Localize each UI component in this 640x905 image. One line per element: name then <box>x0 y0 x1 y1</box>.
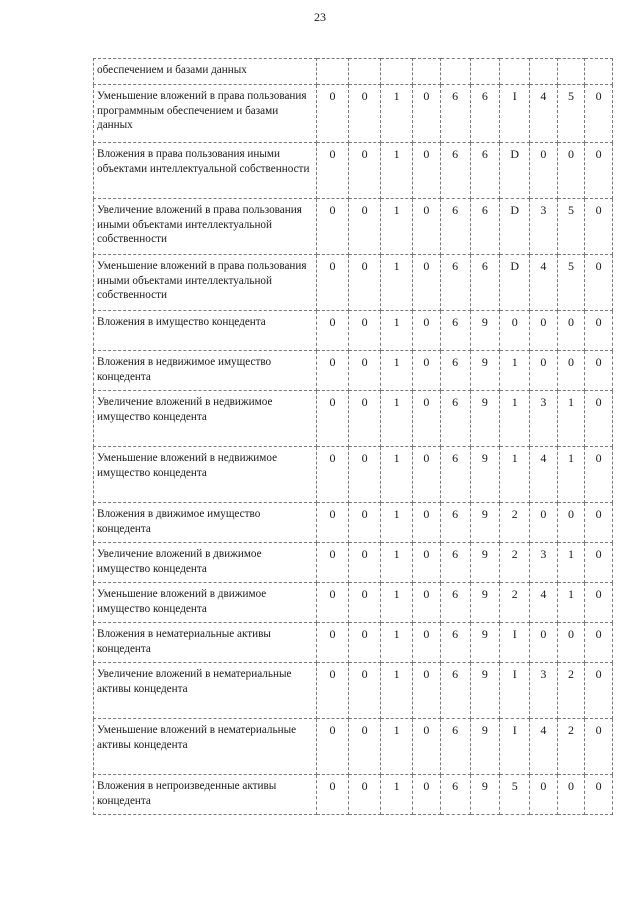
code-digit-cell: 1 <box>381 199 413 255</box>
code-digit-cell: 1 <box>557 447 585 503</box>
table-body <box>94 59 613 815</box>
table-row <box>94 255 613 311</box>
code-digit-cell: 0 <box>413 623 441 663</box>
code-digit-cell: 6 <box>440 199 470 255</box>
code-digit-cell: 0 <box>585 143 613 199</box>
code-digit-cell: 0 <box>413 503 441 543</box>
row-label: Уменьшение вложений в нематериальные активы концедента <box>94 719 317 775</box>
page-number: 23 <box>314 10 326 24</box>
row-label: Вложения в права пользования иными объектами интеллектуальной собственности <box>94 143 317 199</box>
code-digit-cell: 3 <box>530 391 558 447</box>
code-digit-cell: 6 <box>440 143 470 199</box>
code-digit-cell <box>349 59 381 85</box>
table-row <box>94 775 613 815</box>
code-digit-cell: 0 <box>413 311 441 351</box>
code-digit-cell: 9 <box>470 543 500 583</box>
row-label: Вложения в движимое имущество концедента <box>94 503 317 543</box>
code-digit-cell: 9 <box>470 719 500 775</box>
code-digit-cell: 0 <box>413 775 441 815</box>
code-digit-cell: 6 <box>440 543 470 583</box>
table-row <box>94 447 613 503</box>
code-digit-cell: 5 <box>557 85 585 143</box>
code-digit-cell: 1 <box>557 583 585 623</box>
row-label: Увеличение вложений в права пользования иными объектами интеллектуальной собственности <box>94 199 317 255</box>
code-digit-cell: 1 <box>381 391 413 447</box>
code-digit-cell: 0 <box>317 663 349 719</box>
code-digit-cell: 1 <box>381 447 413 503</box>
code-digit-cell: 0 <box>585 663 613 719</box>
code-digit-cell: 0 <box>530 311 558 351</box>
row-label: Уменьшение вложений в права пользования программным обеспечением и базами данных <box>94 85 317 143</box>
code-digit-cell: 9 <box>470 311 500 351</box>
code-digit-cell: 1 <box>500 351 530 391</box>
code-digit-cell: 6 <box>440 255 470 311</box>
row-label: Увеличение вложений в недвижимое имущество концедента <box>94 391 317 447</box>
code-digit-cell: 0 <box>413 391 441 447</box>
table-row <box>94 503 613 543</box>
code-digit-cell: 1 <box>381 623 413 663</box>
code-digit-cell: 0 <box>413 719 441 775</box>
table-row <box>94 199 613 255</box>
code-digit-cell: 5 <box>500 775 530 815</box>
code-digit-cell: 0 <box>413 143 441 199</box>
code-digit-cell: 1 <box>381 583 413 623</box>
code-digit-cell: 6 <box>440 719 470 775</box>
code-digit-cell: 0 <box>413 199 441 255</box>
code-digit-cell: 4 <box>530 583 558 623</box>
code-digit-cell: 0 <box>557 311 585 351</box>
code-digit-cell: 1 <box>381 719 413 775</box>
table-row <box>94 85 613 143</box>
code-digit-cell <box>413 59 441 85</box>
row-label: Вложения в имущество концедента <box>94 311 317 351</box>
table-row <box>94 719 613 775</box>
code-digit-cell: I <box>500 85 530 143</box>
code-digit-cell: 0 <box>557 623 585 663</box>
code-digit-cell: 6 <box>440 503 470 543</box>
code-digit-cell: 0 <box>413 255 441 311</box>
code-digit-cell: 1 <box>381 663 413 719</box>
table-row <box>94 143 613 199</box>
code-digit-cell: 5 <box>557 255 585 311</box>
code-digit-cell: 4 <box>530 85 558 143</box>
table-row <box>94 311 613 351</box>
code-digit-cell <box>585 59 613 85</box>
code-digit-cell: 6 <box>470 143 500 199</box>
code-digit-cell: 0 <box>317 623 349 663</box>
code-digit-cell: 0 <box>585 719 613 775</box>
code-digit-cell: 0 <box>530 503 558 543</box>
code-digit-cell: 0 <box>530 351 558 391</box>
code-digit-cell: 0 <box>349 351 381 391</box>
code-digit-cell: 6 <box>440 351 470 391</box>
row-label: Вложения в непроизведенные активы концедента <box>94 775 317 815</box>
table-row <box>94 623 613 663</box>
code-digit-cell: 0 <box>317 255 349 311</box>
code-digit-cell: 0 <box>585 255 613 311</box>
code-digit-cell: 6 <box>470 255 500 311</box>
code-digit-cell <box>530 59 558 85</box>
code-digit-cell: 0 <box>557 775 585 815</box>
code-digit-cell: D <box>500 255 530 311</box>
code-digit-cell: 2 <box>557 663 585 719</box>
row-label: Увеличение вложений в движимое имущество концедента <box>94 543 317 583</box>
table-row <box>94 663 613 719</box>
code-digit-cell: 0 <box>585 775 613 815</box>
table-row <box>94 583 613 623</box>
code-digit-cell: 3 <box>530 199 558 255</box>
code-digit-cell: 6 <box>440 583 470 623</box>
code-digit-cell: 6 <box>440 85 470 143</box>
code-digit-cell: 0 <box>317 543 349 583</box>
code-digit-cell: D <box>500 143 530 199</box>
code-digit-cell <box>500 59 530 85</box>
code-digit-cell: 0 <box>557 503 585 543</box>
code-digit-cell: 0 <box>349 503 381 543</box>
code-digit-cell: 6 <box>440 311 470 351</box>
table-row <box>94 543 613 583</box>
code-digit-cell: 0 <box>585 351 613 391</box>
account-codes-table <box>93 58 613 815</box>
code-digit-cell: 0 <box>530 623 558 663</box>
row-label: Уменьшение вложений в недвижимое имущество концедента <box>94 447 317 503</box>
code-digit-cell: 9 <box>470 391 500 447</box>
code-digit-cell: 0 <box>557 143 585 199</box>
code-digit-cell: 3 <box>530 543 558 583</box>
code-digit-cell: 6 <box>470 85 500 143</box>
code-digit-cell: 0 <box>317 391 349 447</box>
code-digit-cell: 9 <box>470 775 500 815</box>
row-label: Вложения в недвижимое имущество концедента <box>94 351 317 391</box>
code-digit-cell: 0 <box>317 143 349 199</box>
code-digit-cell: 0 <box>413 663 441 719</box>
code-digit-cell: 1 <box>381 543 413 583</box>
code-digit-cell: 0 <box>585 583 613 623</box>
code-digit-cell: 9 <box>470 623 500 663</box>
code-digit-cell: 4 <box>530 447 558 503</box>
code-digit-cell: 0 <box>349 719 381 775</box>
code-digit-cell: 0 <box>585 199 613 255</box>
row-label: Вложения в нематериальные активы концедента <box>94 623 317 663</box>
code-digit-cell: 9 <box>470 447 500 503</box>
code-digit-cell: 2 <box>500 583 530 623</box>
code-digit-cell <box>557 59 585 85</box>
code-digit-cell: 6 <box>440 663 470 719</box>
code-digit-cell: 0 <box>349 199 381 255</box>
code-digit-cell: 1 <box>381 255 413 311</box>
code-digit-cell: 0 <box>317 351 349 391</box>
code-digit-cell: 0 <box>317 199 349 255</box>
code-digit-cell: 0 <box>585 311 613 351</box>
code-digit-cell: 0 <box>317 503 349 543</box>
code-digit-cell: 0 <box>585 391 613 447</box>
code-digit-cell: 0 <box>349 85 381 143</box>
code-digit-cell: 0 <box>557 351 585 391</box>
code-digit-cell: 1 <box>557 391 585 447</box>
code-digit-cell <box>470 59 500 85</box>
row-label: обеспечением и базами данных <box>94 59 317 85</box>
code-digit-cell: 4 <box>530 719 558 775</box>
code-digit-cell: 0 <box>413 543 441 583</box>
code-digit-cell: 6 <box>440 623 470 663</box>
table-row <box>94 391 613 447</box>
code-digit-cell: 9 <box>470 503 500 543</box>
code-digit-cell: 9 <box>470 663 500 719</box>
code-digit-cell: 2 <box>500 543 530 583</box>
code-digit-cell: 0 <box>349 311 381 351</box>
code-digit-cell: 0 <box>413 85 441 143</box>
code-digit-cell: 0 <box>349 663 381 719</box>
code-digit-cell: 1 <box>381 503 413 543</box>
code-digit-cell: 1 <box>500 391 530 447</box>
code-digit-cell: 0 <box>530 143 558 199</box>
row-label: Уменьшение вложений в движимое имущество концедента <box>94 583 317 623</box>
code-digit-cell: 4 <box>530 255 558 311</box>
code-digit-cell: 1 <box>381 351 413 391</box>
code-digit-cell: 0 <box>349 543 381 583</box>
code-digit-cell: 0 <box>317 447 349 503</box>
code-digit-cell: 0 <box>349 623 381 663</box>
code-digit-cell: 1 <box>381 85 413 143</box>
code-digit-cell: 0 <box>530 775 558 815</box>
table-row <box>94 59 613 85</box>
table-row <box>94 351 613 391</box>
code-digit-cell: 1 <box>557 543 585 583</box>
code-digit-cell: 0 <box>349 583 381 623</box>
code-digit-cell: 0 <box>317 85 349 143</box>
code-digit-cell: 0 <box>349 391 381 447</box>
code-digit-cell <box>381 59 413 85</box>
code-digit-cell: 0 <box>349 447 381 503</box>
code-digit-cell: 0 <box>413 583 441 623</box>
code-digit-cell: 0 <box>585 503 613 543</box>
code-digit-cell: I <box>500 623 530 663</box>
code-digit-cell: 1 <box>381 311 413 351</box>
code-digit-cell <box>440 59 470 85</box>
code-digit-cell: 0 <box>317 583 349 623</box>
code-digit-cell: 2 <box>557 719 585 775</box>
code-digit-cell: 6 <box>440 447 470 503</box>
code-digit-cell: 0 <box>585 623 613 663</box>
code-digit-cell: 0 <box>349 255 381 311</box>
code-digit-cell: 1 <box>381 775 413 815</box>
code-digit-cell: 5 <box>557 199 585 255</box>
code-digit-cell: 0 <box>413 351 441 391</box>
code-digit-cell: 0 <box>500 311 530 351</box>
row-label: Увеличение вложений в нематериальные активы концедента <box>94 663 317 719</box>
code-digit-cell: 0 <box>317 775 349 815</box>
code-digit-cell: 0 <box>585 543 613 583</box>
code-digit-cell: 1 <box>500 447 530 503</box>
code-digit-cell: 0 <box>585 85 613 143</box>
code-digit-cell: 6 <box>440 391 470 447</box>
code-digit-cell <box>317 59 349 85</box>
code-digit-cell: 1 <box>381 143 413 199</box>
code-digit-cell: 9 <box>470 351 500 391</box>
code-digit-cell: I <box>500 719 530 775</box>
code-digit-cell: 0 <box>349 775 381 815</box>
row-label: Уменьшение вложений в права пользования иными объектами интеллектуальной собственности <box>94 255 317 311</box>
code-digit-cell: I <box>500 663 530 719</box>
code-digit-cell: 6 <box>470 199 500 255</box>
code-digit-cell: 0 <box>317 719 349 775</box>
code-digit-cell: 0 <box>413 447 441 503</box>
code-digit-cell: D <box>500 199 530 255</box>
code-digit-cell: 3 <box>530 663 558 719</box>
code-digit-cell: 0 <box>317 311 349 351</box>
code-digit-cell: 0 <box>349 143 381 199</box>
code-digit-cell: 0 <box>585 447 613 503</box>
code-digit-cell: 9 <box>470 583 500 623</box>
code-digit-cell: 2 <box>500 503 530 543</box>
code-digit-cell: 6 <box>440 775 470 815</box>
